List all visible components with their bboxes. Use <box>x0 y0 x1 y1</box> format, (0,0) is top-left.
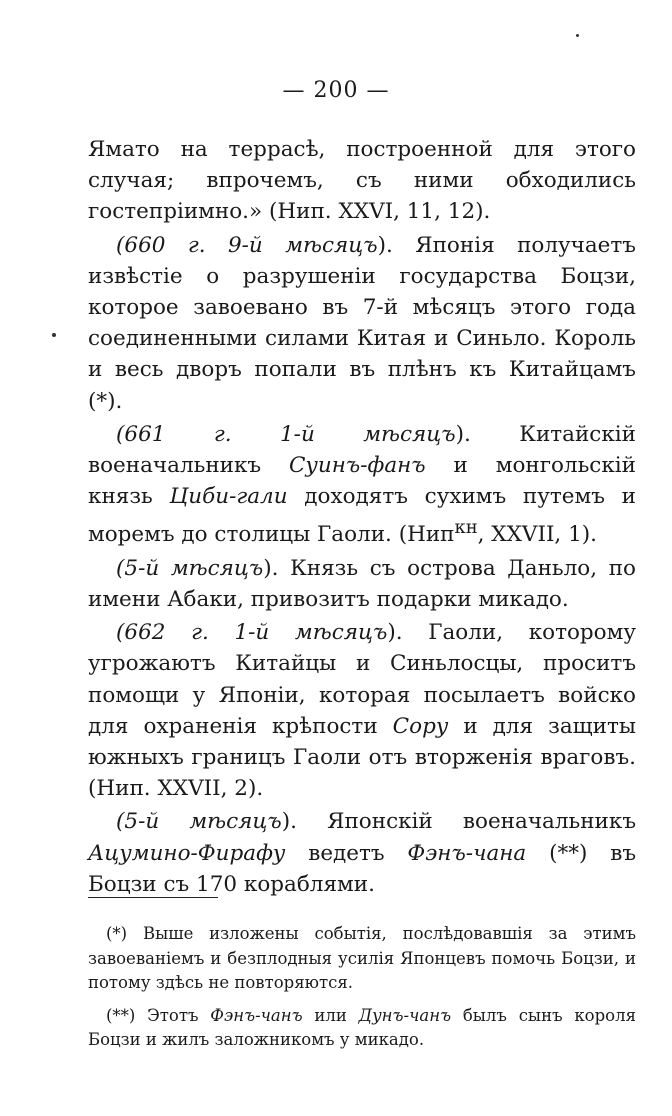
body-text <box>88 134 636 900</box>
paragraph-p5 <box>88 617 636 804</box>
italic-run: Сору <box>392 713 449 739</box>
text-run: доходятъ сухимъ путемъ и моремъ до столицы Гаоли. (Нип <box>88 484 636 548</box>
italic-run: Ацумино-Фирафу <box>88 840 286 866</box>
paragraph-p3 <box>88 419 636 551</box>
page-number: — 200 — <box>282 78 390 103</box>
text-run: ). Князь съ острова Даньло, по имени Абаки, привозитъ подарки микадо. <box>88 555 636 612</box>
paragraph-p1 <box>88 134 636 228</box>
margin-ink-dot <box>52 333 56 337</box>
footnote-fn2 <box>88 1004 636 1053</box>
italic-run: Фэнъ-чанъ <box>210 1005 303 1025</box>
text-run: и для защиты южныхъ границъ Гаоли отъ вторженія враговъ. (Нип. XXVII, 2). <box>88 713 636 802</box>
footnote-fn1 <box>88 922 636 996</box>
text-run: ). Китайскій военачальникъ <box>88 421 636 479</box>
text-run: и монгольскій князь <box>88 453 636 510</box>
text-run: ). Японскій военачальникъ <box>281 809 636 835</box>
italic-run: Суинъ-фанъ <box>288 453 426 479</box>
stray-ink-mark <box>576 34 579 37</box>
paragraph-p4 <box>88 553 636 615</box>
italic-run: (662 г. 1-й мѣсяцъ <box>116 620 388 646</box>
footnotes <box>88 922 636 1053</box>
italic-run: Фэнъ-чана <box>407 840 527 866</box>
text-run: Ямато на террасѣ, построенной для этого случая; впрочемъ, съ ними обходились гостепріимно.» (Нип. XXVI, 11, 12). <box>88 137 636 225</box>
text-run: ведетъ <box>285 840 408 866</box>
italic-run: (5-й мѣсяцъ <box>116 555 264 581</box>
italic-run: (660 г. 9-й мѣсяцъ <box>116 232 378 258</box>
italic-run: (5-й мѣсяцъ <box>116 809 282 835</box>
superscript-run: кн <box>454 517 478 539</box>
text-run: былъ сынъ короля Боцзи и жилъ заложникомъ у микадо. <box>88 1005 636 1049</box>
text-run: или <box>302 1005 359 1025</box>
text-run: (**) Этотъ <box>106 1005 211 1025</box>
italic-run: Дунъ-чанъ <box>358 1005 452 1025</box>
text-run: ). Японія получаетъ извѣстіе о разрушеніи государства Боцзи, которое завоевано въ 7-й мѣсяцъ этого года соединенными силами Китая и Синьло. Король и весь дворъ попали въ плѣнъ къ Китайцамъ (*). <box>88 232 636 414</box>
text-run: ). Гаоли, которому угрожаютъ Китайцы и Синьлосцы, проситъ помощи у Японіи, которая посылаетъ войско для охраненія крѣпости <box>88 620 637 739</box>
text-run: (**) въ Боцзи съ 170 кораблями. <box>88 840 636 897</box>
footnote-separator-rule <box>88 897 218 898</box>
text-run: (*) Выше изложены событія, послѣдовавшія за этимъ завоеваніемъ и безплодныя усилія Японцевъ помочь Боцзи, и потому здѣсь не повторяются. <box>88 924 636 992</box>
paragraph-p6 <box>88 806 636 900</box>
paragraph-p2 <box>88 230 636 417</box>
text-run: , XXVII, 1). <box>477 522 598 548</box>
italic-run: (661 г. 1-й мѣсяцъ <box>116 421 456 447</box>
italic-run: Циби-гали <box>169 484 288 510</box>
